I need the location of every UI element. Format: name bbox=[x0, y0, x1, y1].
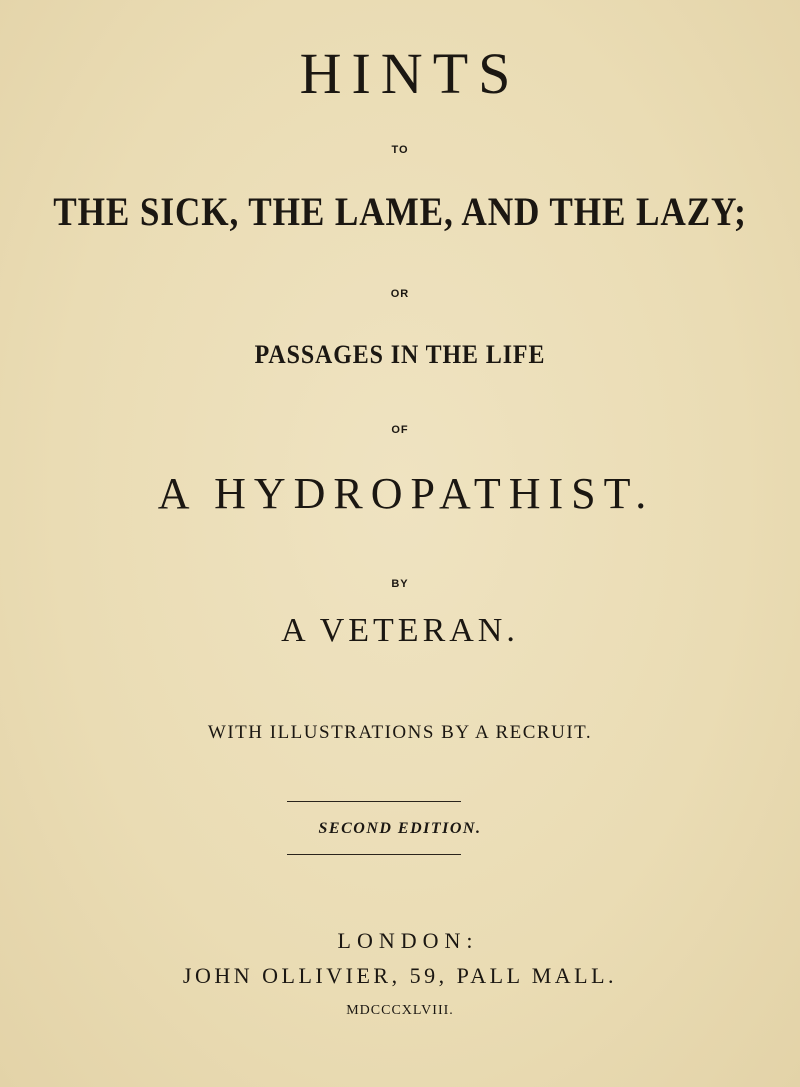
connector-to: TO bbox=[391, 144, 409, 156]
imprint-city: LONDON: bbox=[337, 928, 479, 953]
book-title: HINTS bbox=[299, 41, 521, 106]
divider-rule-top bbox=[287, 801, 461, 802]
connector-or: OR bbox=[390, 288, 410, 300]
alt-title-subject: A HYDROPATHIST. bbox=[157, 469, 655, 518]
imprint-publisher: JOHN OLLIVIER, 59, PALL MALL. bbox=[182, 963, 618, 988]
edition: SECOND EDITION. bbox=[318, 820, 482, 837]
subtitle: THE SICK, THE LAME, AND THE LAZY; bbox=[53, 189, 747, 234]
author: A VETERAN. bbox=[281, 612, 519, 649]
alt-title: PASSAGES IN THE LIFE bbox=[254, 340, 546, 369]
divider-rule-bottom bbox=[287, 854, 461, 855]
imprint-year: MDCCCXLVIII. bbox=[346, 1003, 454, 1018]
connector-of: OF bbox=[391, 424, 409, 436]
connector-by: BY bbox=[391, 578, 409, 590]
illustrations-credit: WITH ILLUSTRATIONS BY A RECRUIT. bbox=[207, 722, 593, 743]
